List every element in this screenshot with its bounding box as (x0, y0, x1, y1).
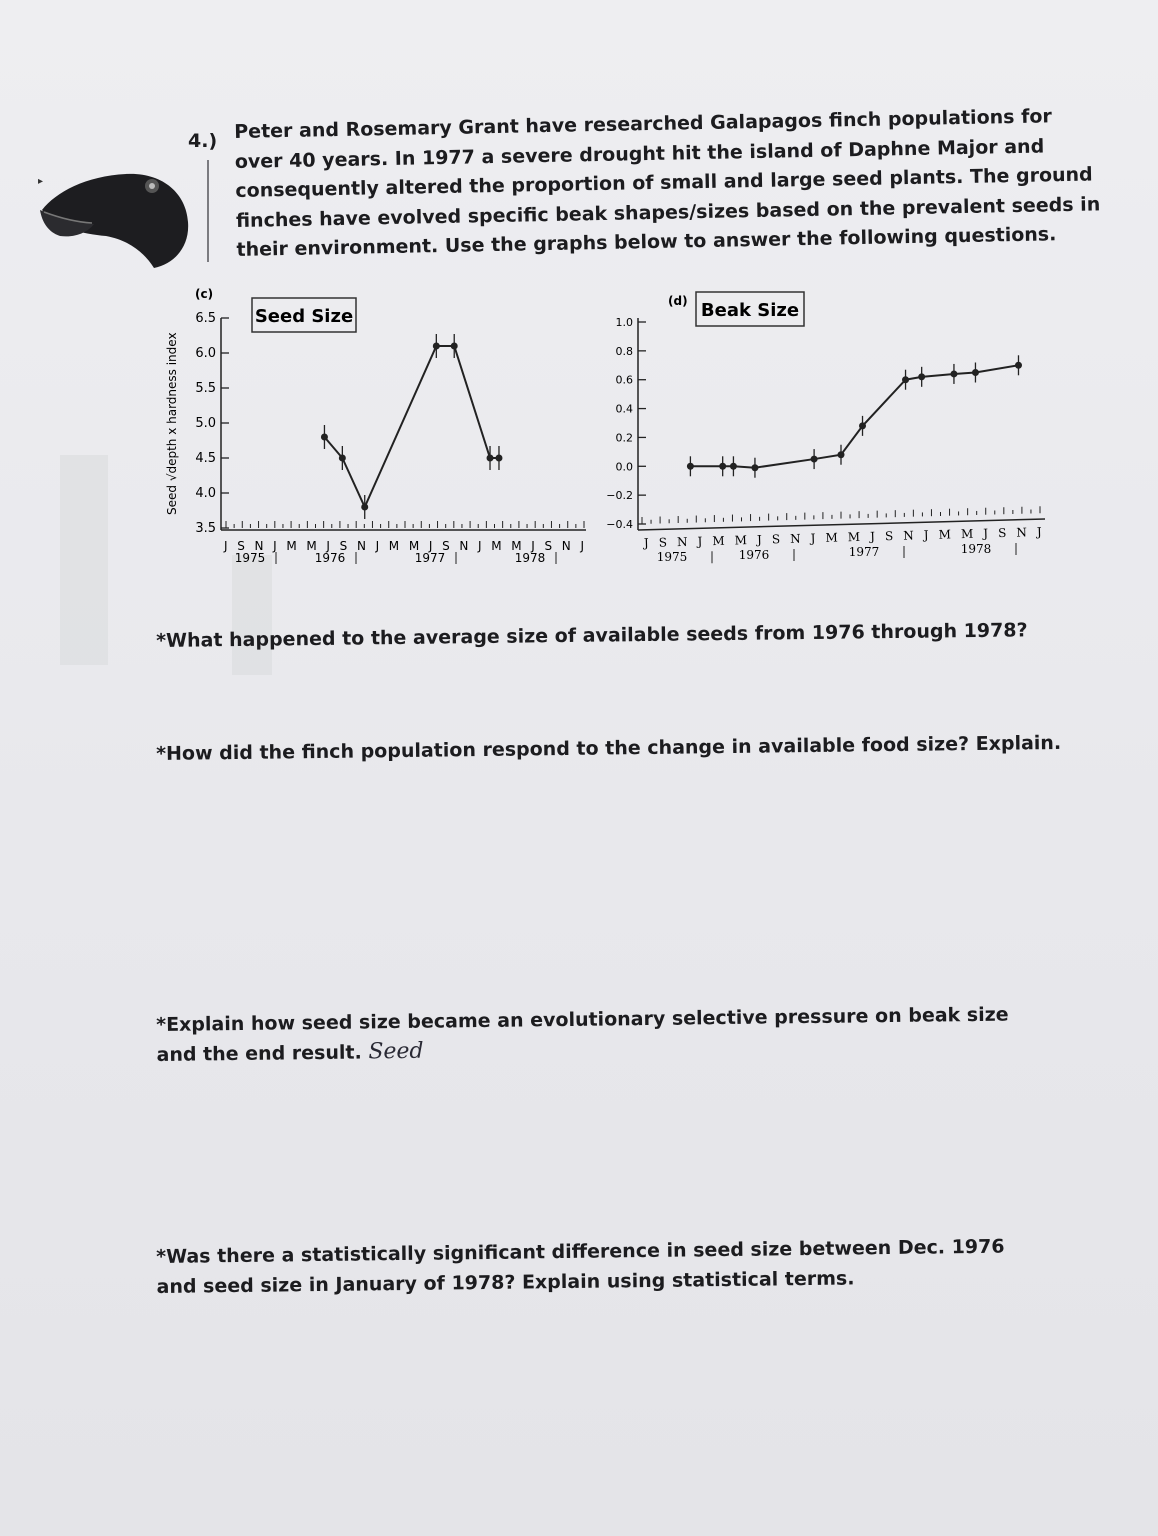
question-statistical-significance: *Was there a statistically significant difference in seed size between Dec. 1976 and seed size in January of 1978? Explain using statistical terms. (156, 1235, 1005, 1298)
question-seed-change: *What happened to the average size of available seeds from 1976 through 1978? (156, 619, 1028, 652)
year-label: 1975 (234, 551, 266, 565)
data-point (950, 370, 957, 377)
y-tick-label: 6.5 (195, 311, 216, 326)
y-tick-label: 6.0 (195, 346, 216, 361)
y-tick-label: 5.5 (195, 381, 216, 396)
y-tick-label: 4.0 (195, 486, 216, 501)
y-tick-label: 0.2 (615, 431, 633, 445)
series-line (324, 346, 499, 507)
data-point (918, 373, 925, 380)
y-tick-label: −0.4 (606, 518, 633, 531)
y-axis-label: Seed √depth x hardness index (165, 332, 179, 515)
chart-title: Beak Size (700, 300, 800, 321)
y-tick-label: −0.2 (606, 489, 633, 503)
intro-line: finches have evolved specific beak shapes/sizes based on the prevalent seeds in (235, 192, 1101, 232)
margin-marker-icon: ▸ (38, 176, 44, 187)
intro-line: over 40 years. In 1977 a severe drought hit the island of Daphne Major and (234, 134, 1045, 173)
data-point (972, 369, 979, 376)
data-point (902, 376, 909, 383)
beak-size-chart (606, 292, 1045, 564)
data-point (811, 456, 818, 463)
data-point (1015, 362, 1022, 369)
y-tick-label: 4.5 (195, 451, 216, 466)
data-point (730, 463, 737, 470)
month-letters: J S N J M M J S N J M M J S N J M M J S N J (643, 524, 1042, 550)
y-tick-label: 0.8 (615, 344, 633, 358)
year-label: 1978 (514, 551, 546, 565)
intro-line: their environment. Use the graphs below to answer the following questions. (236, 223, 1057, 261)
seed-size-chart (165, 287, 586, 565)
y-tick-label: 0.4 (615, 402, 633, 416)
data-point (361, 504, 368, 511)
data-point (838, 451, 845, 458)
data-point (451, 343, 458, 350)
y-tick-label: 5.0 (195, 416, 216, 431)
question-text: *Explain how seed size became an evolutionary selective pressure on beak size and the end result. (156, 1003, 1009, 1066)
y-tick-label: 0.6 (615, 373, 633, 387)
y-tick-label: 3.5 (195, 521, 216, 536)
chart-title: Seed Size (254, 306, 354, 327)
month-letters: J S N J M M J S N J M M J S N J M M J S N J (224, 539, 584, 553)
year-label: 1975 (656, 550, 688, 565)
year-label: 1976 (314, 551, 346, 565)
data-point (321, 434, 328, 441)
data-point (433, 343, 440, 350)
year-label: 1978 (960, 541, 992, 556)
y-tick-label: 1.0 (615, 316, 633, 329)
charts-area (0, 0, 1158, 640)
y-tick-label: 0.0 (615, 460, 633, 474)
year-label: 1977 (848, 545, 880, 560)
panel-label: (d) (668, 294, 688, 308)
data-point (687, 463, 694, 470)
data-point (719, 463, 726, 470)
data-point (487, 455, 494, 462)
data-point (859, 422, 866, 429)
data-point (495, 455, 502, 462)
handwritten-answer[interactable]: Seed (368, 1038, 424, 1065)
year-label: 1977 (414, 551, 446, 565)
question-number: 4.) (188, 130, 218, 152)
question-finch-response: *How did the finch population respond to the change in available food size? Explain. (156, 731, 1062, 765)
series-line (690, 365, 1018, 467)
question-selective-pressure (156, 999, 1017, 1070)
panel-label: (c) (195, 287, 214, 301)
data-point (339, 455, 346, 462)
data-point (751, 464, 758, 471)
intro-line: consequently altered the proportion of small and large seed plants. The ground (235, 163, 1093, 202)
year-label: 1976 (738, 547, 770, 562)
intro-line: Peter and Rosemary Grant have researched Galapagos finch populations for (234, 105, 1052, 143)
